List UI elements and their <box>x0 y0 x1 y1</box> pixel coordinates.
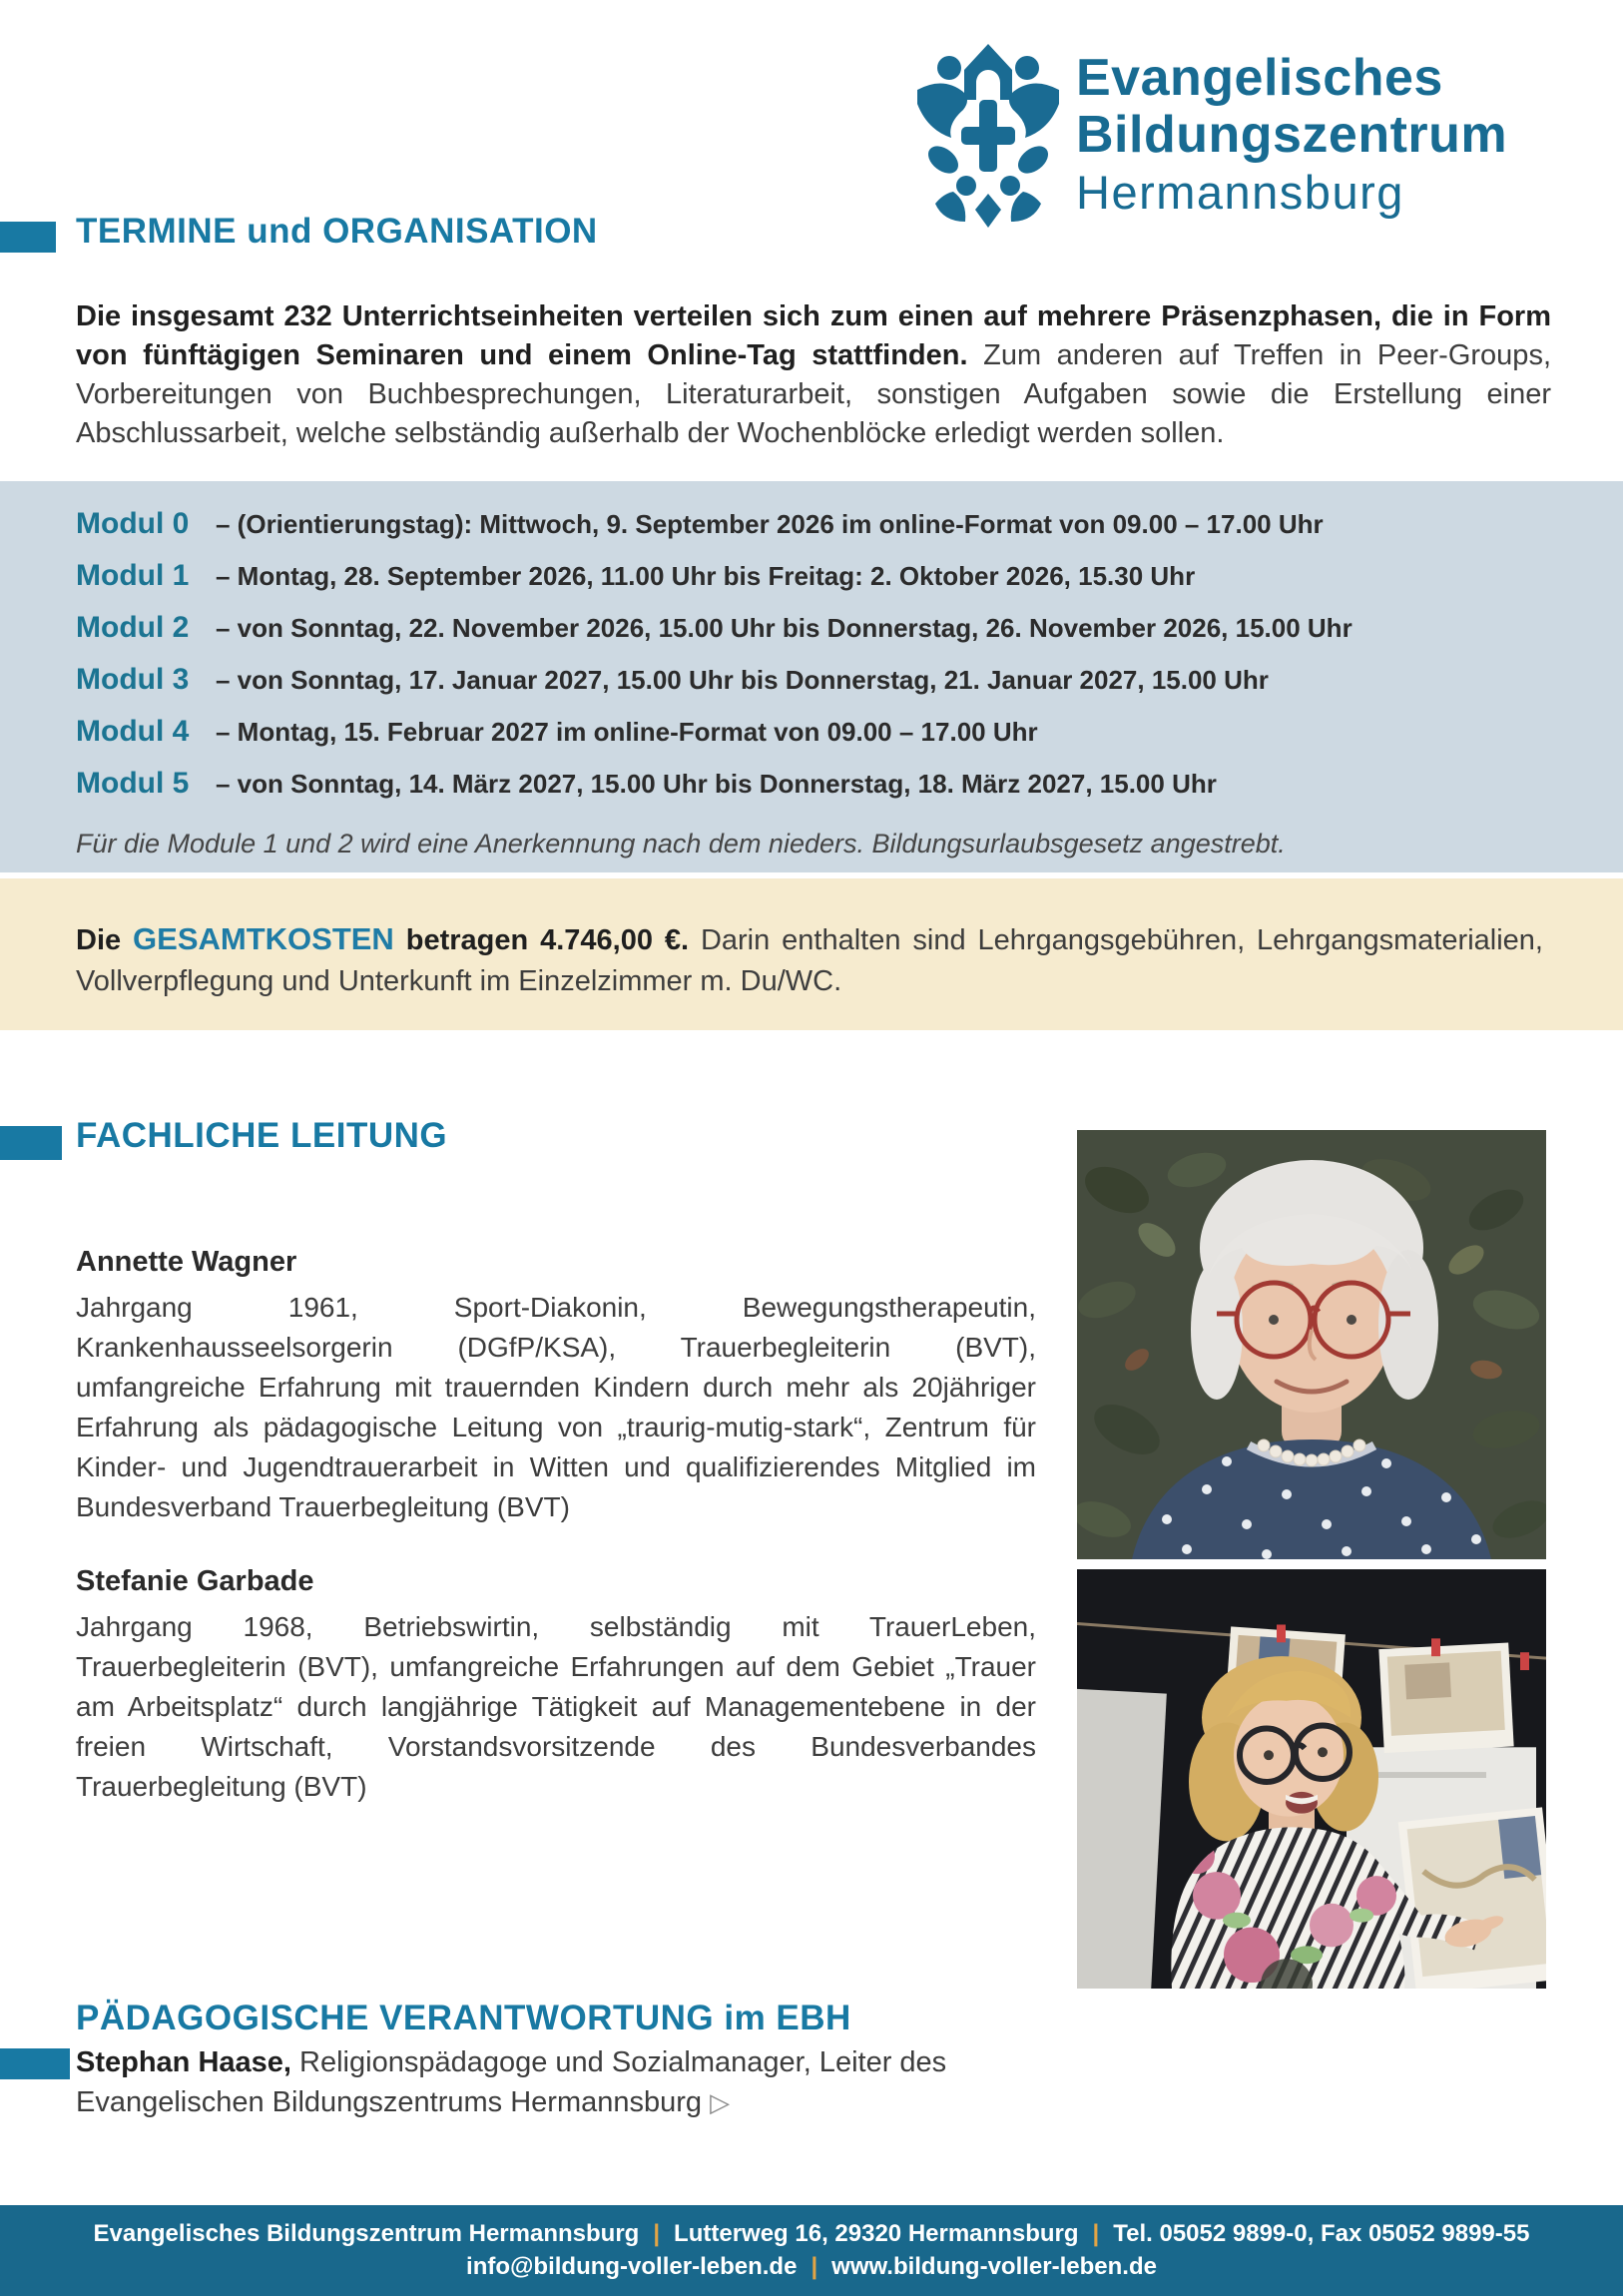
cost-highlight: GESAMTKOSTEN <box>133 921 394 956</box>
module-row <box>76 715 1563 767</box>
section-bar-leitung <box>0 1126 62 1160</box>
module-text: – Montag, 28. September 2026, 11.00 Uhr bis Freitag: 2. Oktober 2026, 15.30 Uhr <box>216 561 1196 591</box>
module-label: Modul 1 <box>76 559 190 592</box>
footer <box>0 2205 1623 2296</box>
paedagogik-text: Religionspädagoge und Sozialmanager, Leiter des Evangelischen Bildungszentrums Hermannsburg <box>76 2046 947 2118</box>
logo-wordmark <box>1076 50 1507 222</box>
footer-line-1 <box>94 2220 1530 2248</box>
intro-paragraph <box>76 297 1551 453</box>
module-label: Modul 3 <box>76 663 190 696</box>
cost-box <box>0 878 1623 1030</box>
module-row <box>76 663 1563 715</box>
cost-bold-rest: betragen 4.746,00 €. <box>393 924 701 956</box>
footer-separator: | <box>653 2220 661 2247</box>
cost-lead: Die <box>76 924 134 956</box>
module-label: Modul 5 <box>76 767 190 800</box>
logo-line2: Bildungszentrum <box>1076 106 1508 164</box>
module-text: – Montag, 15. Februar 2027 im online-Format von 09.00 – 17.00 Uhr <box>216 717 1038 747</box>
module-text: – (Orientierungstag): Mittwoch, 9. September 2026 im online-Format von 09.00 – 17.00 Uhr <box>216 509 1324 539</box>
logo-line3: Hermannsburg <box>1076 166 1404 219</box>
intro-regular-text: Zum anderen auf Treffen in Peer-Groups, Vorbereitungen von Buchbesprechungen, Literaturarbeit, sonstigen Aufgaben sowie die Erstellung einer Abschlussarbeit, welche selbständig außerhalb der Wochenblöcke erledigt werden sollen. <box>76 339 1551 449</box>
section-title-paedagogik: PÄDAGOGISCHE VERANTWORTUNG im EBH <box>76 1999 851 2037</box>
footer-phone-fax: Tel. 05052 9899-0, Fax 05052 9899-55 <box>1113 2220 1530 2247</box>
paedagogik-paragraph <box>76 2042 1054 2122</box>
ebh-logo-icon <box>913 40 1063 230</box>
module-row <box>76 559 1563 611</box>
module-schedule-box <box>0 481 1623 872</box>
module-text: – von Sonntag, 14. März 2027, 15.00 Uhr bis Donnerstag, 18. März 2027, 15.00 Uhr <box>216 769 1217 799</box>
person-name-stephan-haase: Stephan Haase, <box>76 2046 291 2078</box>
footer-org: Evangelisches Bildungszentrum Hermannsburg <box>93 2220 640 2247</box>
module-label: Modul 2 <box>76 611 190 644</box>
portrait-photo-stefanie-garbade <box>1077 1569 1546 1989</box>
module-label: Modul 0 <box>76 507 190 540</box>
person-bio-stefanie-garbade: Jahrgang 1968, Betriebswirtin, selbständig mit TrauerLeben, Trauerbegleiterin (BVT), umfangreiche Erfahrungen auf dem Gebiet „Trauer am Arbeitsplatz“ durch langjährige Tätigkeit auf Managementebene in der freien Wirtschaft, Vorstandsvorsitzende des Bundesverbandes Trauerbegleitung (BVT) <box>76 1611 1036 1802</box>
portrait-photo-annette-wagner <box>1077 1130 1546 1559</box>
footer-line-2 <box>466 2253 1157 2281</box>
footer-email: info@bildung-voller-leben.de <box>466 2253 798 2280</box>
person-bio-annette-wagner: Jahrgang 1961, Sport-Diakonin, Bewegungstherapeutin, Krankenhausseelsorgerin (DGfP/KSA), Trauerbegleiterin (BVT), umfangreiche Erfahrung mit trauernden Kindern durch mehr als 20jähriger Erfahrung als pädagogische Leitung von „traurig-mutig-stark“, Zentrum für Kinder- und Jugendtrauerarbeit in Witten und qualifizierendes Mitglied im Bundesverband Trauerbegleitung (BVT) <box>76 1292 1036 1522</box>
module-label: Modul 4 <box>76 715 190 748</box>
module-row <box>76 611 1563 663</box>
footer-address: Lutterweg 16, 29320 Hermannsburg <box>674 2220 1079 2247</box>
footer-separator: | <box>1092 2220 1100 2247</box>
section-title-leitung: FACHLICHE LEITUNG <box>76 1116 448 1155</box>
cost-text <box>76 918 1543 1002</box>
portrait-illustration <box>1077 1569 1546 1989</box>
module-text: – von Sonntag, 17. Januar 2027, 15.00 Uhr bis Donnerstag, 21. Januar 2027, 15.00 Uhr <box>216 665 1269 695</box>
section-bar-termine <box>0 222 56 253</box>
person-name-stefanie-garbade: Stefanie Garbade <box>76 1565 314 1597</box>
person-name-annette-wagner: Annette Wagner <box>76 1246 297 1278</box>
module-text: – von Sonntag, 22. November 2026, 15.00 Uhr bis Donnerstag, 26. November 2026, 15.00 Uhr <box>216 613 1352 643</box>
section-title-termine: TERMINE und ORGANISATION <box>76 212 598 251</box>
triangle-right-icon: ▷ <box>710 2087 731 2117</box>
cost-regular: Darin enthalten sind Lehrgangsgebühren, Lehrgangsmaterialien, Vollverpflegung und Unterkunft im Einzelzimmer m. Du/WC. <box>76 924 1543 997</box>
section-bar-paedagogik <box>0 2048 70 2079</box>
footer-separator: | <box>811 2253 818 2280</box>
portrait-illustration <box>1077 1130 1546 1559</box>
module-row <box>76 767 1563 819</box>
logo-line1: Evangelisches <box>1076 49 1443 107</box>
module-note: Für die Module 1 und 2 wird eine Anerkennung nach dem nieders. Bildungsurlaubsgesetz angestrebt. <box>76 829 1286 859</box>
footer-website: www.bildung-voller-leben.de <box>831 2253 1157 2280</box>
intro-bold-text: Die insgesamt 232 Unterrichtseinheiten verteilen sich zum einen auf mehrere Präsenzphasen, die in Form von fünftägigen Seminaren und einem Online-Tag stattfinden. <box>76 300 1551 371</box>
module-row <box>76 507 1563 559</box>
